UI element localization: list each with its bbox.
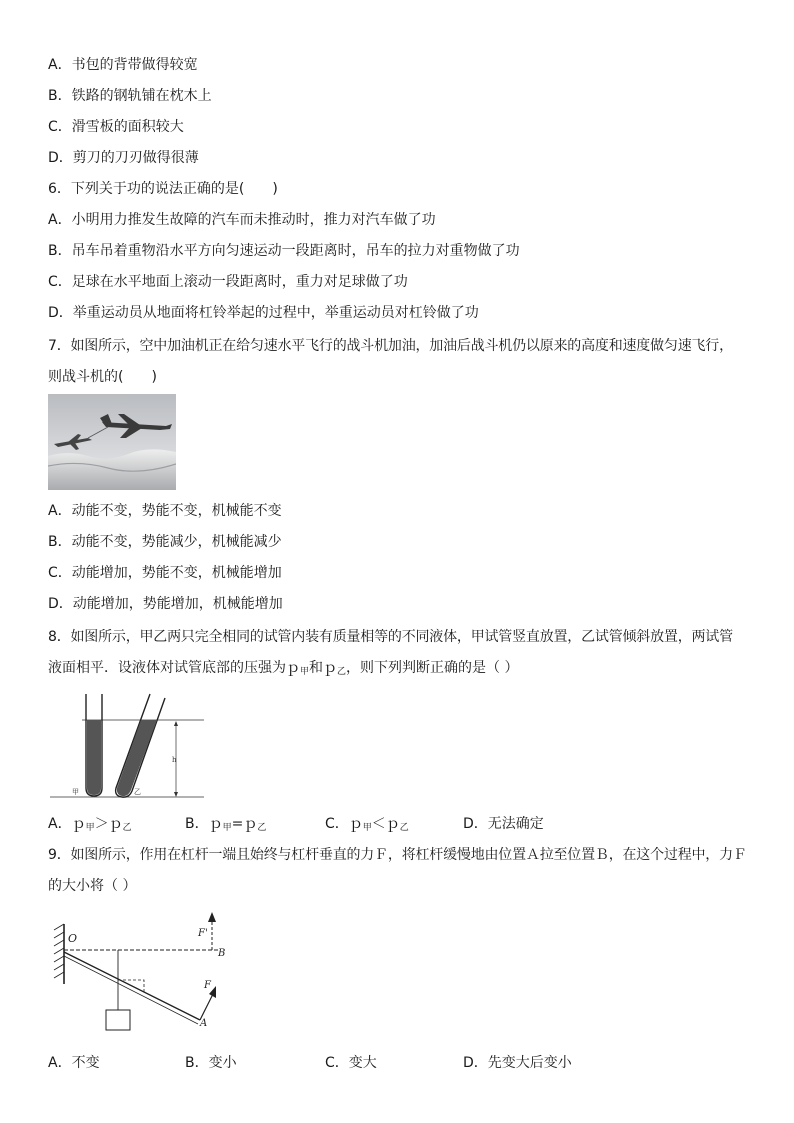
refueling-photo [48,394,176,490]
q9-option-a: A．不变 [48,1055,100,1071]
tube-jia [86,694,102,796]
wall [54,924,64,984]
q6-option-b: B．吊车吊着重物沿水平方向匀速运动一段距离时，吊车的拉力对重物做了功 [48,243,520,259]
q9-stem-line2: 的大小将（ ） [48,878,137,894]
q5-option-d: D．剪刀的刀刃做得很薄 [48,150,199,166]
label-f-prime: F' [198,928,208,939]
label-yi: 乙 [134,788,141,796]
q8-option-b: B．ｐ$_甲$=ｐ$_乙$ [185,816,267,833]
q8-option-d: D．无法确定 [463,816,544,832]
q6-option-a: A．小明用力推发生故障的汽车而未推动时，推力对汽车做了功 [48,212,436,228]
q7-stem-line2: 则战斗机的( ) [48,369,157,385]
label-o: O [68,932,78,945]
weight-block [106,1010,130,1030]
q6-option-d: D．举重运动员从地面将杠铃举起的过程中，举重运动员对杠铃做了功 [48,305,479,321]
q6-stem: 6．下列关于功的说法正确的是( ) [48,181,278,197]
q8-stem-line1: 8．如图所示，甲乙两只完全相同的试管内装有质量相等的不同液体，甲试管竖直放置，乙试管倾斜放置，两试管 [48,629,733,645]
q8-stem-line2: 液面相平．设液体对试管底部的压强为ｐ$_甲$和ｐ$_乙$，则下列判断正确的是（ ） [48,660,519,677]
q7-stem-line1: 7．如图所示，空中加油机正在给匀速水平飞行的战斗机加油，加油后战斗机仍以原来的高度和速度做匀速飞行， [48,338,733,354]
q5-option-c: C．滑雪板的面积较大 [48,119,184,135]
q5-option-a: A．书包的背带做得较宽 [48,57,198,73]
force-f-arrow [200,992,214,1020]
q7-option-d: D．动能增加，势能增加，机械能增加 [48,596,283,612]
q7-option-b: B．动能不变，势能减少，机械能减少 [48,534,282,550]
label-a: A [200,1018,208,1029]
q8-option-c: C．ｐ$_甲$＜ｐ$_乙$ [325,816,409,833]
label-jia: 甲 [72,788,79,796]
q8-option-a: A．ｐ$_甲$＞ｐ$_乙$ [48,816,132,833]
q5-option-b: B．铁路的钢轨铺在枕木上 [48,88,212,104]
test-tubes-figure [48,690,208,802]
q7-option-c: C．动能增加，势能不变，机械能增加 [48,565,282,581]
lever-figure [48,906,238,1036]
q9-option-c: C．变大 [325,1055,377,1071]
lever-bar [64,952,200,1020]
q6-option-c: C．足球在水平地面上滚动一段距离时，重力对足球做了功 [48,274,408,290]
q7-option-a: A．动能不变，势能不变，机械能不变 [48,503,282,519]
q9-option-b: B．变小 [185,1055,237,1071]
label-f: F [204,980,211,991]
label-h: h [172,756,177,764]
q9-stem-line1: 9．如图所示，作用在杠杆一端且始终与杠杆垂直的力Ｆ，将杠杆缓慢地由位置Ａ拉至位置Ｂ，在这个过程中，力Ｆ [48,847,747,863]
tube-yi [116,694,165,797]
q9-option-d: D．先变大后变小 [463,1055,572,1071]
label-b: B [218,948,226,959]
